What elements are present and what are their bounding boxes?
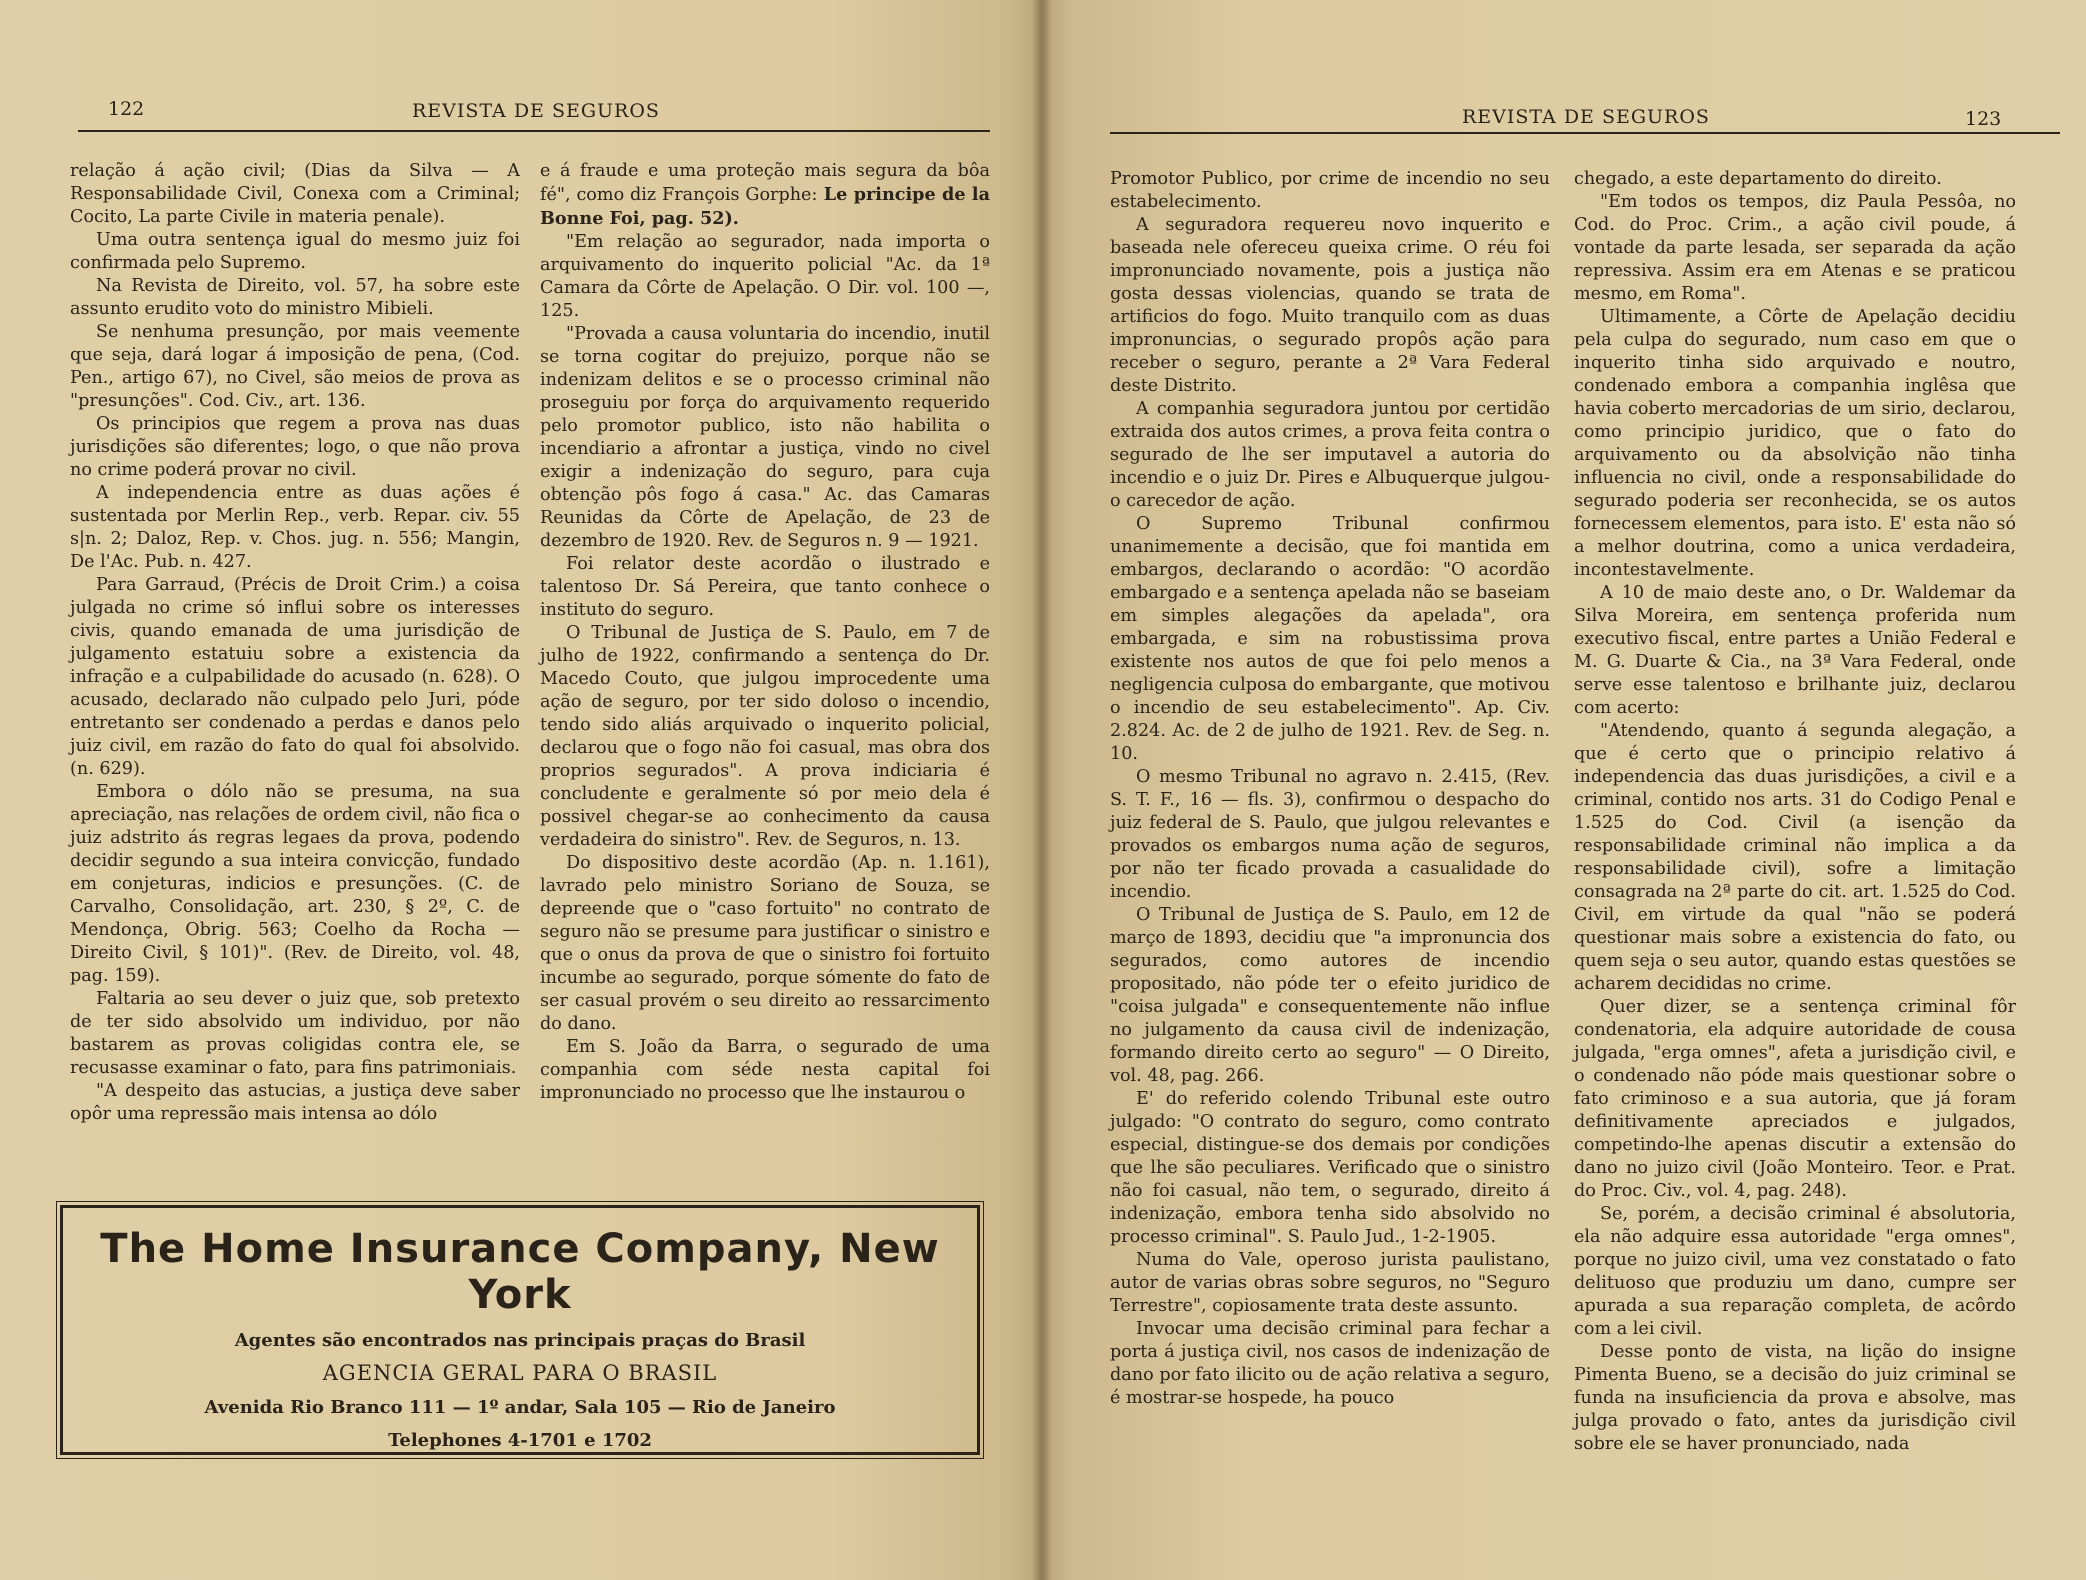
paragraph: "Em todos os tempos, diz Paula Pessôa, no Cod. do Proc. Crim., a ação civil poude, á vontade da parte lesada, ser separada da ação repressiva. Assim era em Atenas e se praticou mesmo, em Roma". (1574, 192, 2016, 304)
paragraph: Embora o dólo não se presuma, na sua apreciação, nas relações de ordem civil, não fica o juiz adstrito ás regras legaes da prova, podendo decidir segundo a sua inteira convicção, fundado em conjeturas, indicios e presunções. (C. de Carvalho, Consolidação, art. 230, § 2º, C. de Mendonça, Obrig. 563; Coelho da Rocha — Direito Civil, § 101)". (Rev. de Direito, vol. 48, pag. 159). (70, 782, 520, 986)
text-column-1 (70, 160, 520, 1126)
paragraph: Quer dizer, se a sentença criminal fôr condenatoria, ela adquire autoridade de cousa julgada, "erga omnes", afeta a jurisdição civil, e o condenado não póde mais questionar sobre o fato criminoso e a sua autoria, que já foram definitivamente apreciados e julgados, competindo-lhe apenas discutir a extensão do dano no juizo civil (João Monteiro. Teor. e Prat. do Proc. Civ., vol. 4, pag. 248). (1574, 997, 2016, 1201)
paragraph: A 10 de maio deste ano, o Dr. Waldemar da Silva Moreira, em sentença proferida num executivo fiscal, entre partes a União Federal e M. G. Duarte & Cia., na 3ª Vara Federal, onde serve esse talentoso e brilhante juiz, declarou com acerto: (1574, 583, 2016, 718)
paragraph: Faltaria ao seu dever o juiz que, sob pretexto de ter sido absolvido um individuo, por não bastarem as provas coligidas contra ele, se recusasse examinar o fato, para fins patrimoniais. (70, 989, 520, 1078)
page-number: 122 (108, 98, 145, 120)
paragraph: chegado, a este departamento do direito. (1574, 169, 1942, 189)
ad-agents-line: Agentes são encontrados nas principais praças do Brasil (234, 1330, 806, 1351)
right-page (1040, 0, 2086, 1580)
paragraph: Numa do Vale, operoso jurista paulistano, autor de varias obras sobre seguros, no "Seguro Terrestre", copiosamente trata deste assunto. (1110, 1250, 1550, 1316)
paragraph: A independencia entre as duas ações é sustentada por Merlin Rep., verb. Repar. civ. 55 s|n. 2; Daloz, Rep. v. Chos. jug. n. 556; Mangin, De l'Ac. Pub. n. 427. (70, 483, 520, 572)
running-head: REVISTA DE SEGUROS (1462, 106, 1710, 128)
paragraph: Uma outra sentença igual do mesmo juiz foi confirmada pelo Supremo. (70, 230, 520, 273)
paragraph: Promotor Publico, por crime de incendio no seu estabelecimento. (1110, 169, 1550, 212)
bold-citation: Le principe de la Bonne Foi, pag. 52). (540, 184, 990, 229)
advertisement (60, 1205, 980, 1455)
running-head: REVISTA DE SEGUROS (412, 100, 660, 122)
paragraph: Os principios que regem a prova nas duas jurisdições são diferentes; logo, o que não prova no crime poderá provar no civil. (70, 414, 520, 480)
text-column-2 (1574, 168, 2016, 1456)
paragraph: Ultimamente, a Côrte de Apelação decidiu pela culpa do segurado, num caso em que o inquerito tinha sido arquivado e noutro, condenado embora a companhia inglêsa que havia coberto mercadorias de um sirio, declarou, como principio juridico, que o fato do arquivamento ou da absolvição não tinha influencia no civil, onde a responsabilidade do segurado poderia ser reconhecida, se os autos fornecessem elementos, para isto. E' esta não só a melhor doutrina, como a unica verdadeira, incontestavelmente. (1574, 307, 2016, 580)
text-column-1 (1110, 168, 1550, 1410)
paragraph: Desse ponto de vista, na lição do insigne Pimenta Bueno, se a decisão do juiz criminal se funda na insuficiencia da prova e absolve, mas julga provado o fato, antes da jurisdição civil sobre ele se haver pronunciado, nada (1574, 1342, 2016, 1454)
paragraph: Do dispositivo deste acordão (Ap. n. 1.161), lavrado pelo ministro Soriano de Souza, se depreende que o "caso fortuito" no contrato de seguro não se presume para justificar o sinistro e que o onus da prova de que o sinistro foi fortuito incumbe ao segurado, porque sómente do fato de ser casual provém o seu direito ao ressarcimento do dano. (540, 853, 990, 1034)
header-rule (78, 130, 990, 132)
paragraph: O mesmo Tribunal no agravo n. 2.415, (Rev. S. T. F., 16 — fls. 3), confirmou o despacho do juiz federal de S. Paulo, que julgou relevantes e provados os embargos numa ação de seguros, por não ter ficado provada a casualidade do incendio. (1110, 767, 1550, 902)
paragraph: Se, porém, a decisão criminal é absolutoria, ela não adquire essa autoridade "erga omnes", porque no juizo civil, uma vez constatado o fato delituoso que produziu um dano, cumpre ser apurada a sua reparação completa, de acôrdo com a lei civil. (1574, 1204, 2016, 1339)
left-page (0, 0, 1040, 1580)
paragraph: O Supremo Tribunal confirmou unanimemente a decisão, que foi mantida em embargos, declarando o acordão: "O acordão embargado e a sentença apelada não se baseiam em simples alegações da apelada", ora embargada, e sim na robustissima prova existente nos autos de que foi pelo menos a negligencia culposa do embargante, que motivou o incendio de seu estabelecimento". Ap. Civ. 2.824. Ac. de 2 de julho de 1921. Rev. de Seg. n. 10. (1110, 514, 1550, 764)
paragraph: "A despeito das astucias, a justiça deve saber opôr uma repressão mais intensa ao dólo (70, 1081, 520, 1124)
paragraph: Foi relator deste acordão o ilustrado e talentoso Dr. Sá Pereira, que tanto conhece o instituto do seguro. (540, 554, 990, 620)
gutter-shadow (1032, 0, 1052, 1580)
paragraph: relação á ação civil; (Dias da Silva — A Responsabilidade Civil, Conexa com a Criminal; Cocito, La parte Civile in materia penale). (70, 161, 520, 227)
paragraph: Invocar uma decisão criminal para fechar a porta á justiça civil, nos casos de indenização de dano por fato ilicito ou de ação relativa a seguro, é mostrar-se hospede, ha pouco (1110, 1319, 1550, 1408)
paragraph: e á fraude e uma proteção mais segura da bôa fé", como diz François Gorphe: Le principe de la Bonne Foi, pag. 52). (540, 161, 990, 229)
page-number: 123 (1965, 108, 2002, 130)
paragraph: Na Revista de Direito, vol. 57, ha sobre este assunto erudito voto do ministro Mibieli. (70, 276, 520, 319)
ad-title: The Home Insurance Company, New York (100, 1226, 940, 1318)
paragraph: E' do referido colendo Tribunal este outro julgado: "O contrato do seguro, como contrato especial, distingue-se dos demais por condições que lhe são peculiares. Verificado que o sinistro não foi casual, não tem, o segurado, direito á indenização, embora tenha sido absolvido no processo criminal". S. Paulo Jud., 1-2-1905. (1110, 1089, 1550, 1247)
header-rule (1110, 132, 2060, 134)
paragraph: "Em relação ao segurador, nada importa o arquivamento do inquerito policial "Ac. da 1ª Camara da Côrte de Apelação. O Dir. vol. 100 —, 125. (540, 232, 990, 321)
paragraph: O Tribunal de Justiça de S. Paulo, em 12 de março de 1893, decidiu que "a impronuncia dos segurados, como autores de incendio propositado, não póde ter o efeito juridico de "coisa julgada" e consequentemente não influe no julgamento da causa civil de indenização, formando direito certo ao seguro" — O Direito, vol. 48, pag. 266. (1110, 905, 1550, 1086)
paragraph: "Provada a causa voluntaria do incendio, inutil se torna cogitar do prejuizo, porque não se indenizam delitos e se o processo criminal não proseguiu por força do arquivamento requerido pelo promotor publico, isto não habilita o incendiario a afrontar a justiça, vindo no civel exigir a indenização do seguro, para cuja obtenção pôs fogo á casa." Ac. das Camaras Reunidas da Côrte de Apelação, de 23 de dezembro de 1920. Rev. de Seguros n. 9 — 1921. (540, 324, 990, 551)
paragraph: A seguradora requereu novo inquerito e baseada nele ofereceu queixa crime. O réu foi impronunciado novamente, pois a justiça não gosta dessas violencias, quando se trata de artificios do fogo. Muito tranquilo com as duas impronuncias, o segurado propôs ação para receber o seguro, perante a 2ª Vara Federal deste Distrito. (1110, 215, 1550, 396)
paragraph: O Tribunal de Justiça de S. Paulo, em 7 de julho de 1922, confirmando a sentença do Dr. Macedo Couto, que julgou improcedente uma ação de seguro, por ter sido doloso o incendio, tendo sido aliás arquivado o inquerito policial, declarou que o fogo não foi casual, mas obra dos proprios segurados". A prova indiciaria é concludente e geralmente só por meio dela é possivel chegar-se ao conhecimento da causa verdadeira do sinistro". Rev. de Seguros, n. 13. (540, 623, 990, 850)
ad-phones: Telephones 4-1701 e 1702 (388, 1430, 652, 1451)
paragraph: Em S. João da Barra, o segurado de uma companhia com séde nesta capital foi impronunciado no processo que lhe instaurou o (540, 1037, 990, 1103)
text-column-2 (540, 160, 990, 1105)
paragraph: A companhia seguradora juntou por certidão extraida dos autos crimes, a prova feita contra o segurado de lhe ser imputavel a autoria do incendio e o juiz Dr. Pires e Albuquerque julgou-o carecedor de ação. (1110, 399, 1550, 511)
ad-address: Avenida Rio Branco 111 — 1º andar, Sala 105 — Rio de Janeiro (204, 1397, 836, 1418)
paragraph: Para Garraud, (Précis de Droit Crim.) a coisa julgada no crime só influi sobre os interesses civis, quando emanada de uma jurisdição de julgamento estatuiu sobre a existencia da infração e a culpabilidade do acusado (n. 628). O acusado, declarado não culpado pelo Juri, póde entretanto ser condenado a perdas e danos pelo juiz civil, em razão do fato do qual foi absolvido. (n. 629). (70, 575, 520, 779)
paragraph: "Atendendo, quanto á segunda alegação, a que é certo que o principio relativo á independencia das duas jurisdições, a civil e a criminal, contido nos arts. 31 do Codigo Penal e 1.525 do Cod. Civil (a isenção da responsabilidade criminal não implica a da responsabilidade civil), sofre a limitação consagrada na 2ª parte do cit. art. 1.525 do Cod. Civil, em virtude da qual "não se poderá questionar mais sobre a existencia do fato, ou quem seja o seu autor, quando estas questões se acharem decididas no crime. (1574, 721, 2016, 994)
ad-agency: AGENCIA GERAL PARA O BRASIL (322, 1361, 718, 1385)
paragraph: Se nenhuma presunção, por mais veemente que seja, dará logar á imposição de pena, (Cod. Pen., artigo 67), no Civel, são meios de prova as "presunções". Cod. Civ., art. 136. (70, 322, 520, 411)
